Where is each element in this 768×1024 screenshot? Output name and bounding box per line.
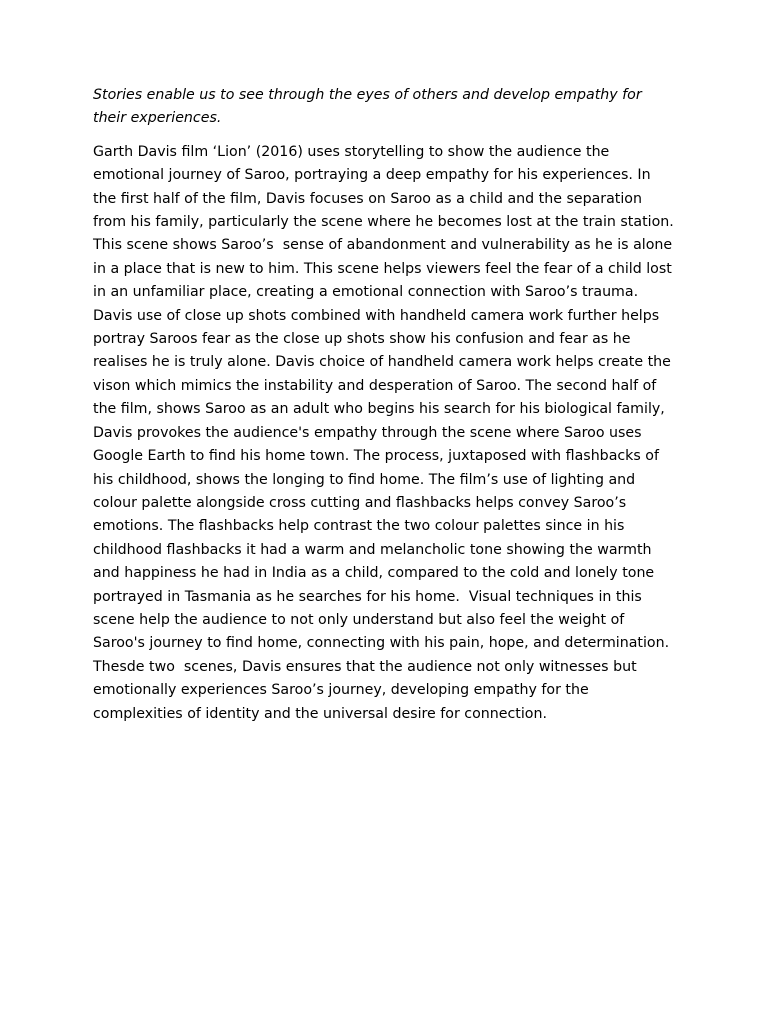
body-line: portrayed in Tasmania as he searches for his home. Visual techniques in this (93, 588, 642, 605)
document-page (93, 84, 683, 726)
body-line: from his family, particularly the scene where he becomes lost at the train station. (93, 214, 674, 231)
body-line: emotions. The flashbacks help contrast the two colour palettes since in his (93, 518, 625, 535)
body-line: portray Saroos fear as the close up shots show his confusion and fear as he (93, 331, 631, 348)
epigraph-line: their experiences. (93, 110, 222, 127)
body-line: Thesde two scenes, Davis ensures that the audience not only witnesses but (93, 658, 637, 675)
body-line: Davis use of close up shots combined with handheld camera work further helps (93, 307, 660, 324)
body-line: emotional journey of Saroo, portraying a deep empathy for his experiences. In (93, 167, 651, 184)
body-paragraph (93, 141, 683, 726)
body-line: childhood flashbacks it had a warm and melancholic tone showing the warmth (93, 541, 652, 558)
body-line: complexities of identity and the universal desire for connection. (93, 705, 547, 722)
body-line: in an unfamiliar place, creating a emotional connection with Saroo’s trauma. (93, 284, 639, 301)
body-line: in a place that is new to him. This scene helps viewers feel the fear of a child lost (93, 260, 672, 277)
body-line: emotionally experiences Saroo’s journey, developing empathy for the (93, 682, 589, 699)
body-line: Saroo's journey to find home, connecting with his pain, hope, and determination. (93, 635, 670, 652)
body-line: the film, shows Saroo as an adult who begins his search for his biological family, (93, 401, 665, 418)
body-line: the first half of the film, Davis focuses on Saroo as a child and the separation (93, 190, 642, 207)
body-line: Garth Davis film ‘Lion’ (2016) uses storytelling to show the audience the (93, 143, 610, 160)
epigraph (93, 84, 683, 131)
body-line: colour palette alongside cross cutting and flashbacks helps convey Saroo’s (93, 494, 627, 511)
body-line: Davis provokes the audience's empathy through the scene where Saroo uses (93, 424, 642, 441)
body-line: scene help the audience to not only understand but also feel the weight of (93, 611, 625, 628)
body-line: Google Earth to find his home town. The process, juxtaposed with flashbacks of (93, 448, 659, 465)
body-line: This scene shows Saroo’s sense of abandonment and vulnerability as he is alone (93, 237, 673, 254)
body-line: his childhood, shows the longing to find home. The film’s use of lighting and (93, 471, 636, 488)
body-line: realises he is truly alone. Davis choice of handheld camera work helps create the (93, 354, 671, 371)
body-line: vison which mimics the instability and desperation of Saroo. The second half of (93, 377, 657, 394)
epigraph-line: Stories enable us to see through the eyes of others and develop empathy for (93, 87, 642, 103)
body-line: and happiness he had in India as a child, compared to the cold and lonely tone (93, 565, 655, 582)
